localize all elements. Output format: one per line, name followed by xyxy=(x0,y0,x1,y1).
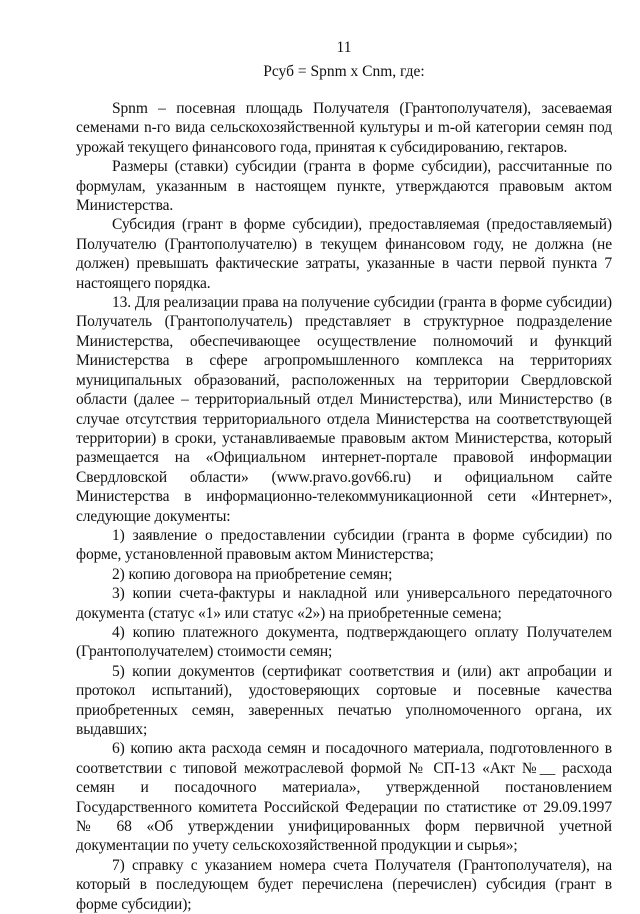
list-item-6-act: 6) копию акта расхода семян и посадочного материала, подготовленного в соответствии с типовой межотраслевой формой № СП-13 «Акт №__ расхода семян и посадочного материала», утвержденной постановлением Государственного комитета Российской Федерации по статистике от 29.09.1997 № 68 «Об утверждении унифицированных форм первичной учетной документации по учету сельскохозяйственной продукции и сырья»; xyxy=(76,740,612,855)
list-item-7-account: 7) справку с указанием номера счета Получателя (Грантополучателя), на который в последующем будет перечислена (перечислен) субсидия (грант в форме субсидии); xyxy=(76,856,612,913)
list-item-2-contract: 2) копию договора на приобретение семян; xyxy=(112,565,393,583)
page-number: 11 xyxy=(336,39,352,56)
list-item-5-certificates: 5) копии документов (сертификат соответствия и (или) акт апробации и протокол испытаний), удостоверяющих сортовые и посевные качества приобретенных семян, заверенных печатью уполномоченного органа, их выдавших; xyxy=(76,662,612,738)
subsidy-formula: Рсуб = Spnm x Cnm, где: xyxy=(263,63,425,80)
list-item-1-application: 1) заявление о предоставлении субсидии (гранта в форме субсидии) по форме, установленной правовым актом Министерства; xyxy=(76,526,612,564)
list-item-3-invoice: 3) копии счета-фактуры и накладной или универсального передаточного документа (статус «1» или статус «2») на приобретенные семена; xyxy=(76,585,612,622)
list-item-4-payment: 4) копию платежного документа, подтверждающего оплату Получателем (Грантополучателем) стоимости семян; xyxy=(76,623,612,661)
document-page xyxy=(76,38,612,914)
paragraph-subsidy-limit: Субсидия (грант в форме субсидии), предоставляемая (предоставляемый) Получателю (Грантополучателю) в текущем финансовом году, не должна (не должен) превышать фактические затраты, указанные в части первой пункта 7 настоящего порядка. xyxy=(76,216,612,292)
paragraph-clause-13: 13. Для реализации права на получение субсидии (гранта в форме субсидии) Получатель (Грантополучатель) представляет в структурное подразделение Министерства, обеспечивающее осуществление полномочий и функций Министерства в сфере агропромышленного комплекса на территориях муниципальных образований, расположенных на территории Свердловской области (далее – территориальный отдел Министерства), или Министерство (в случае отсутствия территориального отдела Министерства на соответствующей территории) в сроки, устанавливаемые правовым актом Министерства, который размещается на «Официальном интернет-портале правовой информации Свердловской области» (www.pravo.gov66.ru) и официальном сайте Министерства в информационно-телекоммуникационной сети «Интернет», следующие документы: xyxy=(76,294,612,525)
paragraph-rates-approval: Размеры (ставки) субсидии (гранта в форме субсидии), рассчитанные по формулам, указанным в настоящем пункте, утверждаются правовым актом Министерства. xyxy=(76,158,612,215)
paragraph-spnm-definition: Spnm – посевная площадь Получателя (Грантополучателя), засеваемая семенами n-го вида сельскохозяйственной культуры и m-ой категории семян под урожай текущего финансового года, принятая к субсидированию, гектаров. xyxy=(76,100,612,156)
